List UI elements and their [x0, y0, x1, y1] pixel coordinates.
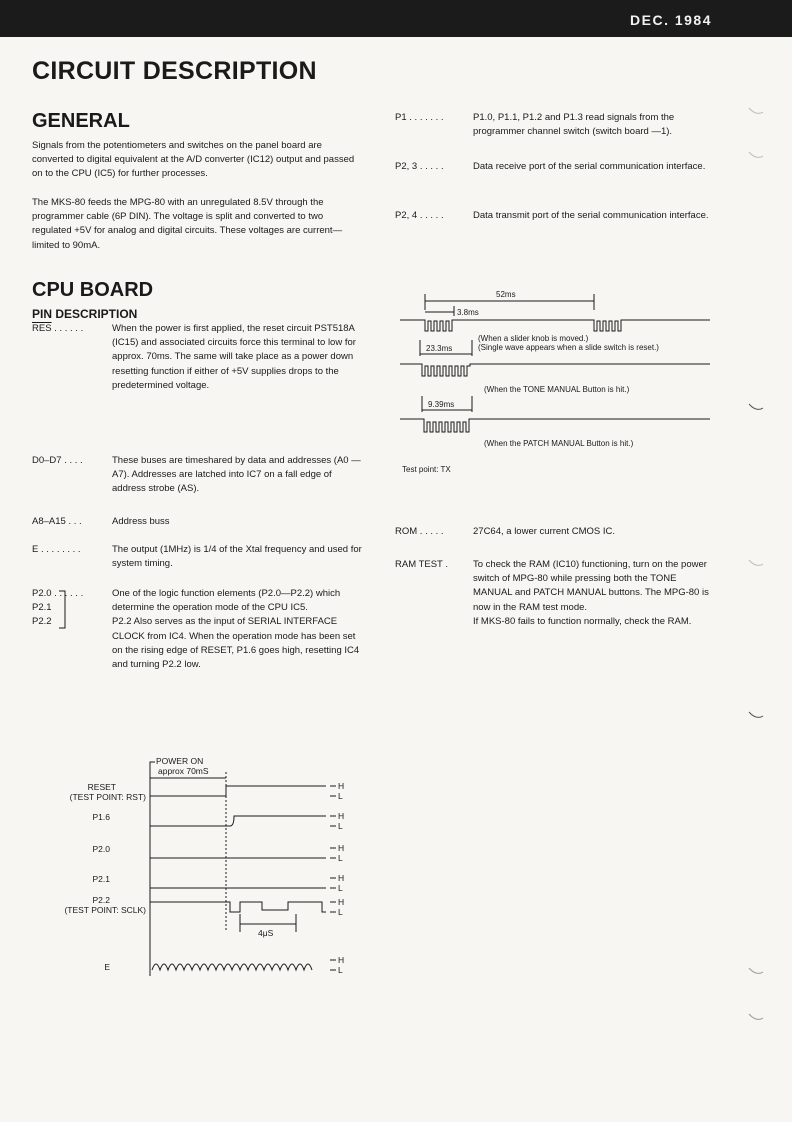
waveform-tone — [400, 364, 710, 376]
label-52ms: 52ms — [496, 290, 516, 299]
svg-text:H: H — [338, 897, 345, 907]
note-patch: (When the PATCH MANUAL Button is hit.) — [484, 439, 634, 448]
note-tone: (When the TONE MANUAL Button is hit.) — [484, 385, 630, 394]
label-3-8ms: 3.8ms — [457, 308, 479, 317]
signal-label-p21: P2.1 — [92, 874, 110, 884]
bracket-icon — [58, 590, 68, 630]
signal-label-e: E — [104, 962, 110, 972]
svg-text:H: H — [338, 781, 345, 791]
pin-description: One of the logic function elements (P2.0—P2.2) which determine the operation mode of the CPU IC5. — [112, 588, 341, 614]
pin-label: P2.0 P2.1 P2.2 — [32, 588, 52, 628]
item-description: If MKS-80 fails to function normally, check the RAM. — [473, 615, 692, 627]
svg-text:L: L — [338, 965, 343, 975]
page-title: CIRCUIT DESCRIPTION — [32, 57, 317, 85]
svg-text:L: L — [338, 791, 343, 801]
signal-label-sclk: (TEST POINT: SCLK) — [64, 905, 146, 915]
svg-text:H: H — [338, 955, 345, 965]
signal-label-reset: RESET — [87, 782, 116, 792]
binder-mark-icon — [748, 710, 764, 720]
svg-text:L: L — [338, 853, 343, 863]
waveform-e — [152, 964, 312, 970]
pin-description: The output (1MHz) is 1/4 of the Xtal frequency and used for system timing. — [112, 544, 362, 570]
signal-label-rst: (TEST POINT: RST) — [69, 792, 146, 802]
svg-text:H: H — [338, 843, 345, 853]
item-description: To check the RAM (IC10) functioning, turn on the power switch of MPG-80 while pressing both the TONE MANUAL and PATCH MANUAL buttons. The MPG-80 is now in the RAM test mode. — [473, 559, 709, 613]
general-paragraph-2: The MKS-80 feeds the MPG-80 with an unregulated 8.5V through the programmer cable (6P DIN). The voltage is split and converted to two regulated +5V for analog and digital circuits. These voltages are current—limited to 90mA. — [32, 197, 343, 251]
binder-mark-icon — [748, 558, 764, 568]
item-label: RAM TEST — [395, 559, 443, 570]
pin-label: D0–D7 — [32, 455, 62, 466]
pin-description-heading: PIN DESCRIPTION — [32, 307, 138, 321]
label-power-on: POWER ON — [156, 756, 204, 766]
binder-mark-icon — [748, 150, 764, 160]
note-slider: (When a slider knob is moved.) — [478, 334, 589, 343]
label-9-39ms: 9.39ms — [428, 400, 455, 409]
tx-waveform-diagram — [392, 284, 722, 484]
pin-label: $\overline{RES}$ — [32, 323, 52, 334]
binder-mark-icon — [748, 966, 764, 976]
pin-label: P2, 4 — [395, 210, 418, 221]
pin-description: When the power is first applied, the reset circuit PST518A (IC15) and associated circuits force this terminal to low for approx. 70ms. The same will take place as a power down resetting function if either of +5V supplies drops to the predetermined voltage. — [112, 323, 356, 391]
pin-description: Data transmit port of the serial communication interface. — [473, 210, 709, 221]
signal-label-p16: P1.6 — [92, 812, 110, 822]
label-approx: approx 70mS — [158, 766, 209, 776]
pin-description: Data receive port of the serial communication interface. — [473, 161, 706, 172]
pin-description: P2.2 Also serves as the input of SERIAL INTERFACE CLOCK from IC4. When the operation mode has been set on the rising edge of RESET, P1.6 goes high, resetting IC4 and turning P2.2 low. — [112, 616, 360, 671]
binder-mark-icon — [748, 1012, 764, 1022]
svg-text:L: L — [338, 883, 343, 893]
pin-label: P2, 3 — [395, 161, 418, 172]
waveform-p16 — [150, 816, 326, 826]
cpu-heading: CPU BOARD — [32, 279, 154, 301]
signal-label-p22: P2.2 — [92, 895, 110, 905]
general-paragraph-1: Signals from the potentiometers and switches on the panel board are converted to digital equivalent at the A/D converter (IC12) output and passed on to the CPU (IC5) for further processes. — [32, 140, 355, 180]
svg-text:H: H — [338, 873, 345, 883]
test-point-tx: Test point: TX — [402, 465, 451, 474]
note-single: (Single wave appears when a slide switch is reset.) — [478, 343, 659, 352]
waveform-slider — [400, 320, 710, 331]
signal-label-p20: P2.0 — [92, 844, 110, 854]
pin-label: E — [32, 544, 39, 555]
header-date: DEC. 1984 — [630, 12, 712, 28]
header-bar — [0, 0, 792, 37]
svg-text:L: L — [338, 907, 343, 917]
waveform-patch — [400, 419, 710, 432]
item-description: 27C64, a lower current CMOS IC. — [473, 526, 616, 537]
label-23-3ms: 23.3ms — [426, 344, 453, 353]
binder-mark-icon — [748, 106, 764, 116]
svg-text:L: L — [338, 821, 343, 831]
pin-description: Address buss — [112, 516, 170, 527]
item-label: ROM — [395, 526, 418, 537]
level-markers — [330, 781, 344, 975]
label-period: 4μS — [258, 928, 274, 938]
svg-text:H: H — [338, 811, 345, 821]
pin-label: A8–A15 — [32, 516, 66, 527]
waveform-p22 — [150, 902, 326, 912]
power-on-marker — [150, 762, 155, 788]
pin-description: These buses are timeshared by data and addresses (A0 — A7). Addresses are latched into IC7 on a fall edge of address strobe (AS). — [112, 455, 361, 495]
waveform-reset — [150, 786, 326, 796]
general-heading: GENERAL — [32, 110, 130, 132]
pin-label: P1 — [395, 112, 407, 123]
binder-mark-icon — [748, 402, 764, 412]
timing-diagram — [30, 752, 370, 982]
pin-description: P1.0, P1.1, P1.2 and P1.3 read signals from the programmer channel switch (switch board —1). — [473, 112, 675, 138]
